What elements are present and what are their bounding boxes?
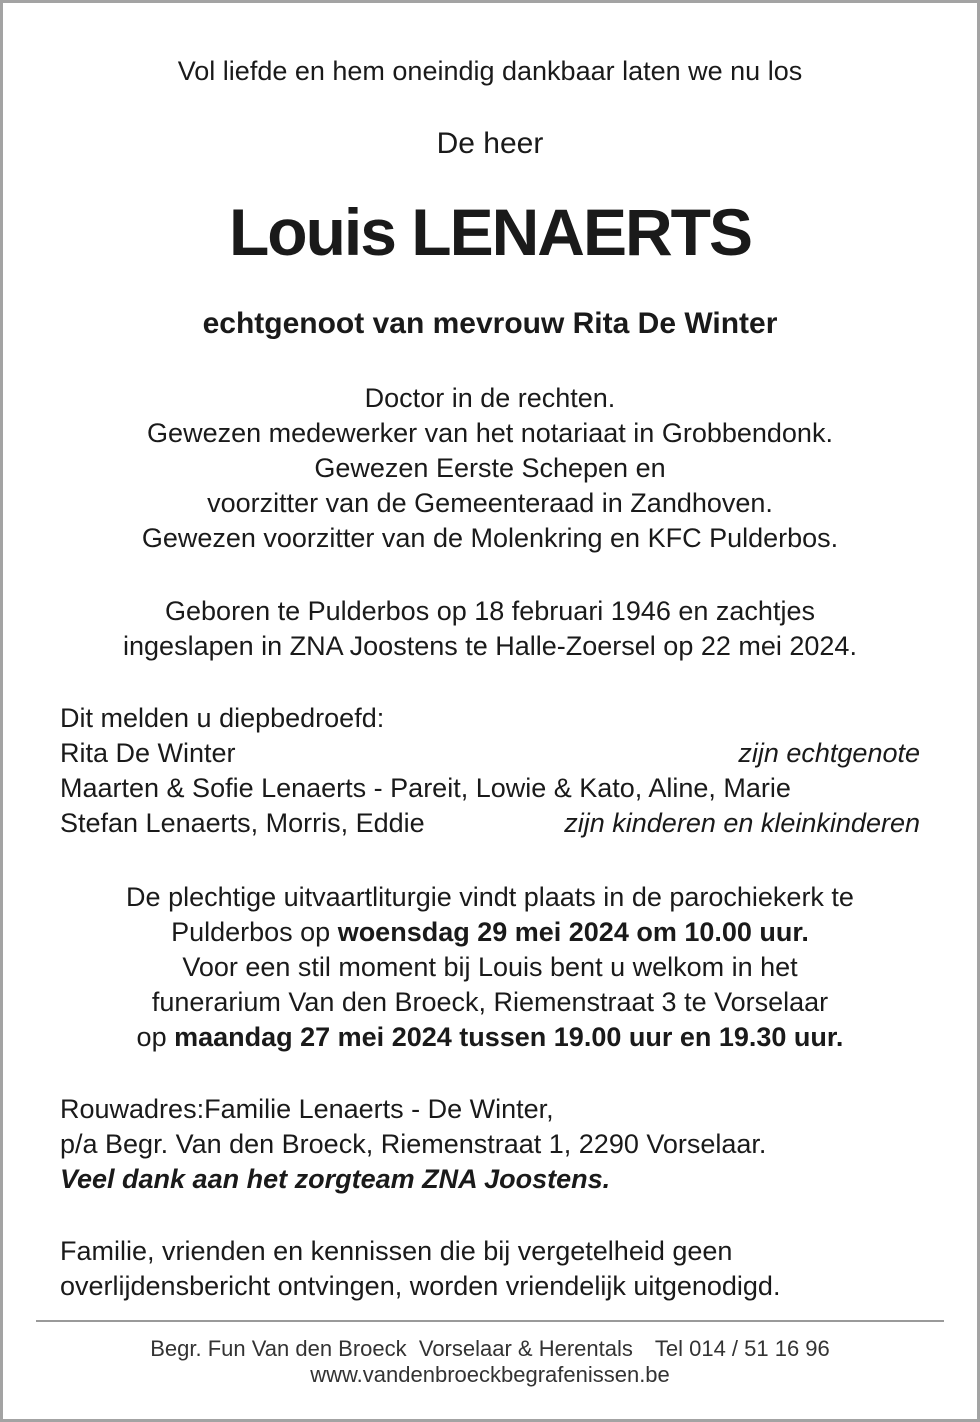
deceased-name: Louis LENAERTS — [228, 195, 751, 269]
mourner-names: Rita De Winter — [60, 738, 236, 768]
footer-phone: Tel 014 / 51 16 96 — [654, 1336, 830, 1361]
mourner-row — [60, 736, 920, 771]
title-line: Gewezen voorzitter van de Molenkring en KFC Pulderbos. — [141, 523, 839, 553]
mourner-role: zijn echtgenote — [738, 738, 920, 768]
visit-date: maandag 27 mei 2024 tussen 19.00 uur en 19.30 uur. — [174, 1022, 844, 1052]
thanks-line: Veel dank aan het zorgteam ZNA Joostens. — [60, 1164, 611, 1194]
funeral-line: funerarium Van den Broeck, Riemenstraat 3 te Vorselaar — [151, 987, 829, 1017]
mourner-names: Maarten & Sofie Lenaerts - Pareit, Lowie & Kato, Aline, Marie — [60, 773, 791, 803]
mourners-heading: Dit melden u diepbedroefd: — [60, 703, 385, 733]
funeral-date: woensdag 29 mei 2024 om 10.00 uur. — [337, 917, 809, 947]
mourners-block — [60, 701, 920, 841]
funeral-line — [0, 915, 980, 950]
title-line: Gewezen medewerker van het notariaat in Grobbendonk. — [147, 418, 833, 448]
mourner-row — [60, 771, 920, 806]
funeral-line: Voor een stil moment bij Louis bent u welkom in het — [182, 952, 798, 982]
footer-company: Begr. Fun Van den Broeck Vorselaar & Herentals — [150, 1336, 633, 1361]
footer-divider — [36, 1320, 944, 1322]
spouse-line: echtgenoot van mevrouw Rita De Winter — [202, 307, 778, 340]
footer-line — [0, 1336, 980, 1362]
title-line: Doctor in de rechten. — [364, 383, 616, 413]
invite-block — [60, 1234, 940, 1304]
intro-line: Vol liefde en hem oneindig dankbaar laten we nu los — [177, 56, 803, 86]
funeral-line — [0, 1020, 980, 1055]
funeral-line: De plechtige uitvaartliturgie vindt plaats in de parochiekerk te — [126, 882, 854, 912]
visit-text: op — [136, 1022, 175, 1052]
funeral-block — [0, 880, 980, 1055]
footer — [0, 1336, 980, 1388]
address-line: p/a Begr. Van den Broeck, Riemenstraat 1, 2290 Vorselaar. — [60, 1129, 767, 1159]
mourner-row — [60, 806, 920, 841]
birth-death-block — [0, 594, 980, 664]
death-line: ingeslapen in ZNA Joostens te Halle-Zoersel op 22 mei 2024. — [123, 631, 857, 661]
footer-website[interactable]: www.vandenbroeckbegrafenissen.be — [310, 1362, 670, 1387]
invite-line: Familie, vrienden en kennissen die bij vergetelheid geen — [60, 1236, 733, 1266]
title-line: Gewezen Eerste Schepen en — [314, 453, 666, 483]
funeral-text: Pulderbos op — [171, 917, 338, 947]
invite-line: overlijdensbericht ontvingen, worden vriendelijk uitgenodigd. — [60, 1271, 781, 1301]
address-line: Rouwadres:Familie Lenaerts - De Winter, — [60, 1094, 554, 1124]
mourner-role: zijn kinderen en kleinkinderen — [564, 808, 920, 838]
titles-block — [0, 381, 980, 556]
honorific: De heer — [436, 127, 544, 160]
address-block — [60, 1092, 940, 1197]
mourner-names: Stefan Lenaerts, Morris, Eddie — [60, 808, 425, 838]
title-line: voorzitter van de Gemeenteraad in Zandhoven. — [207, 488, 773, 518]
birth-line: Geboren te Pulderbos op 18 februari 1946 en zachtjes — [165, 596, 815, 626]
